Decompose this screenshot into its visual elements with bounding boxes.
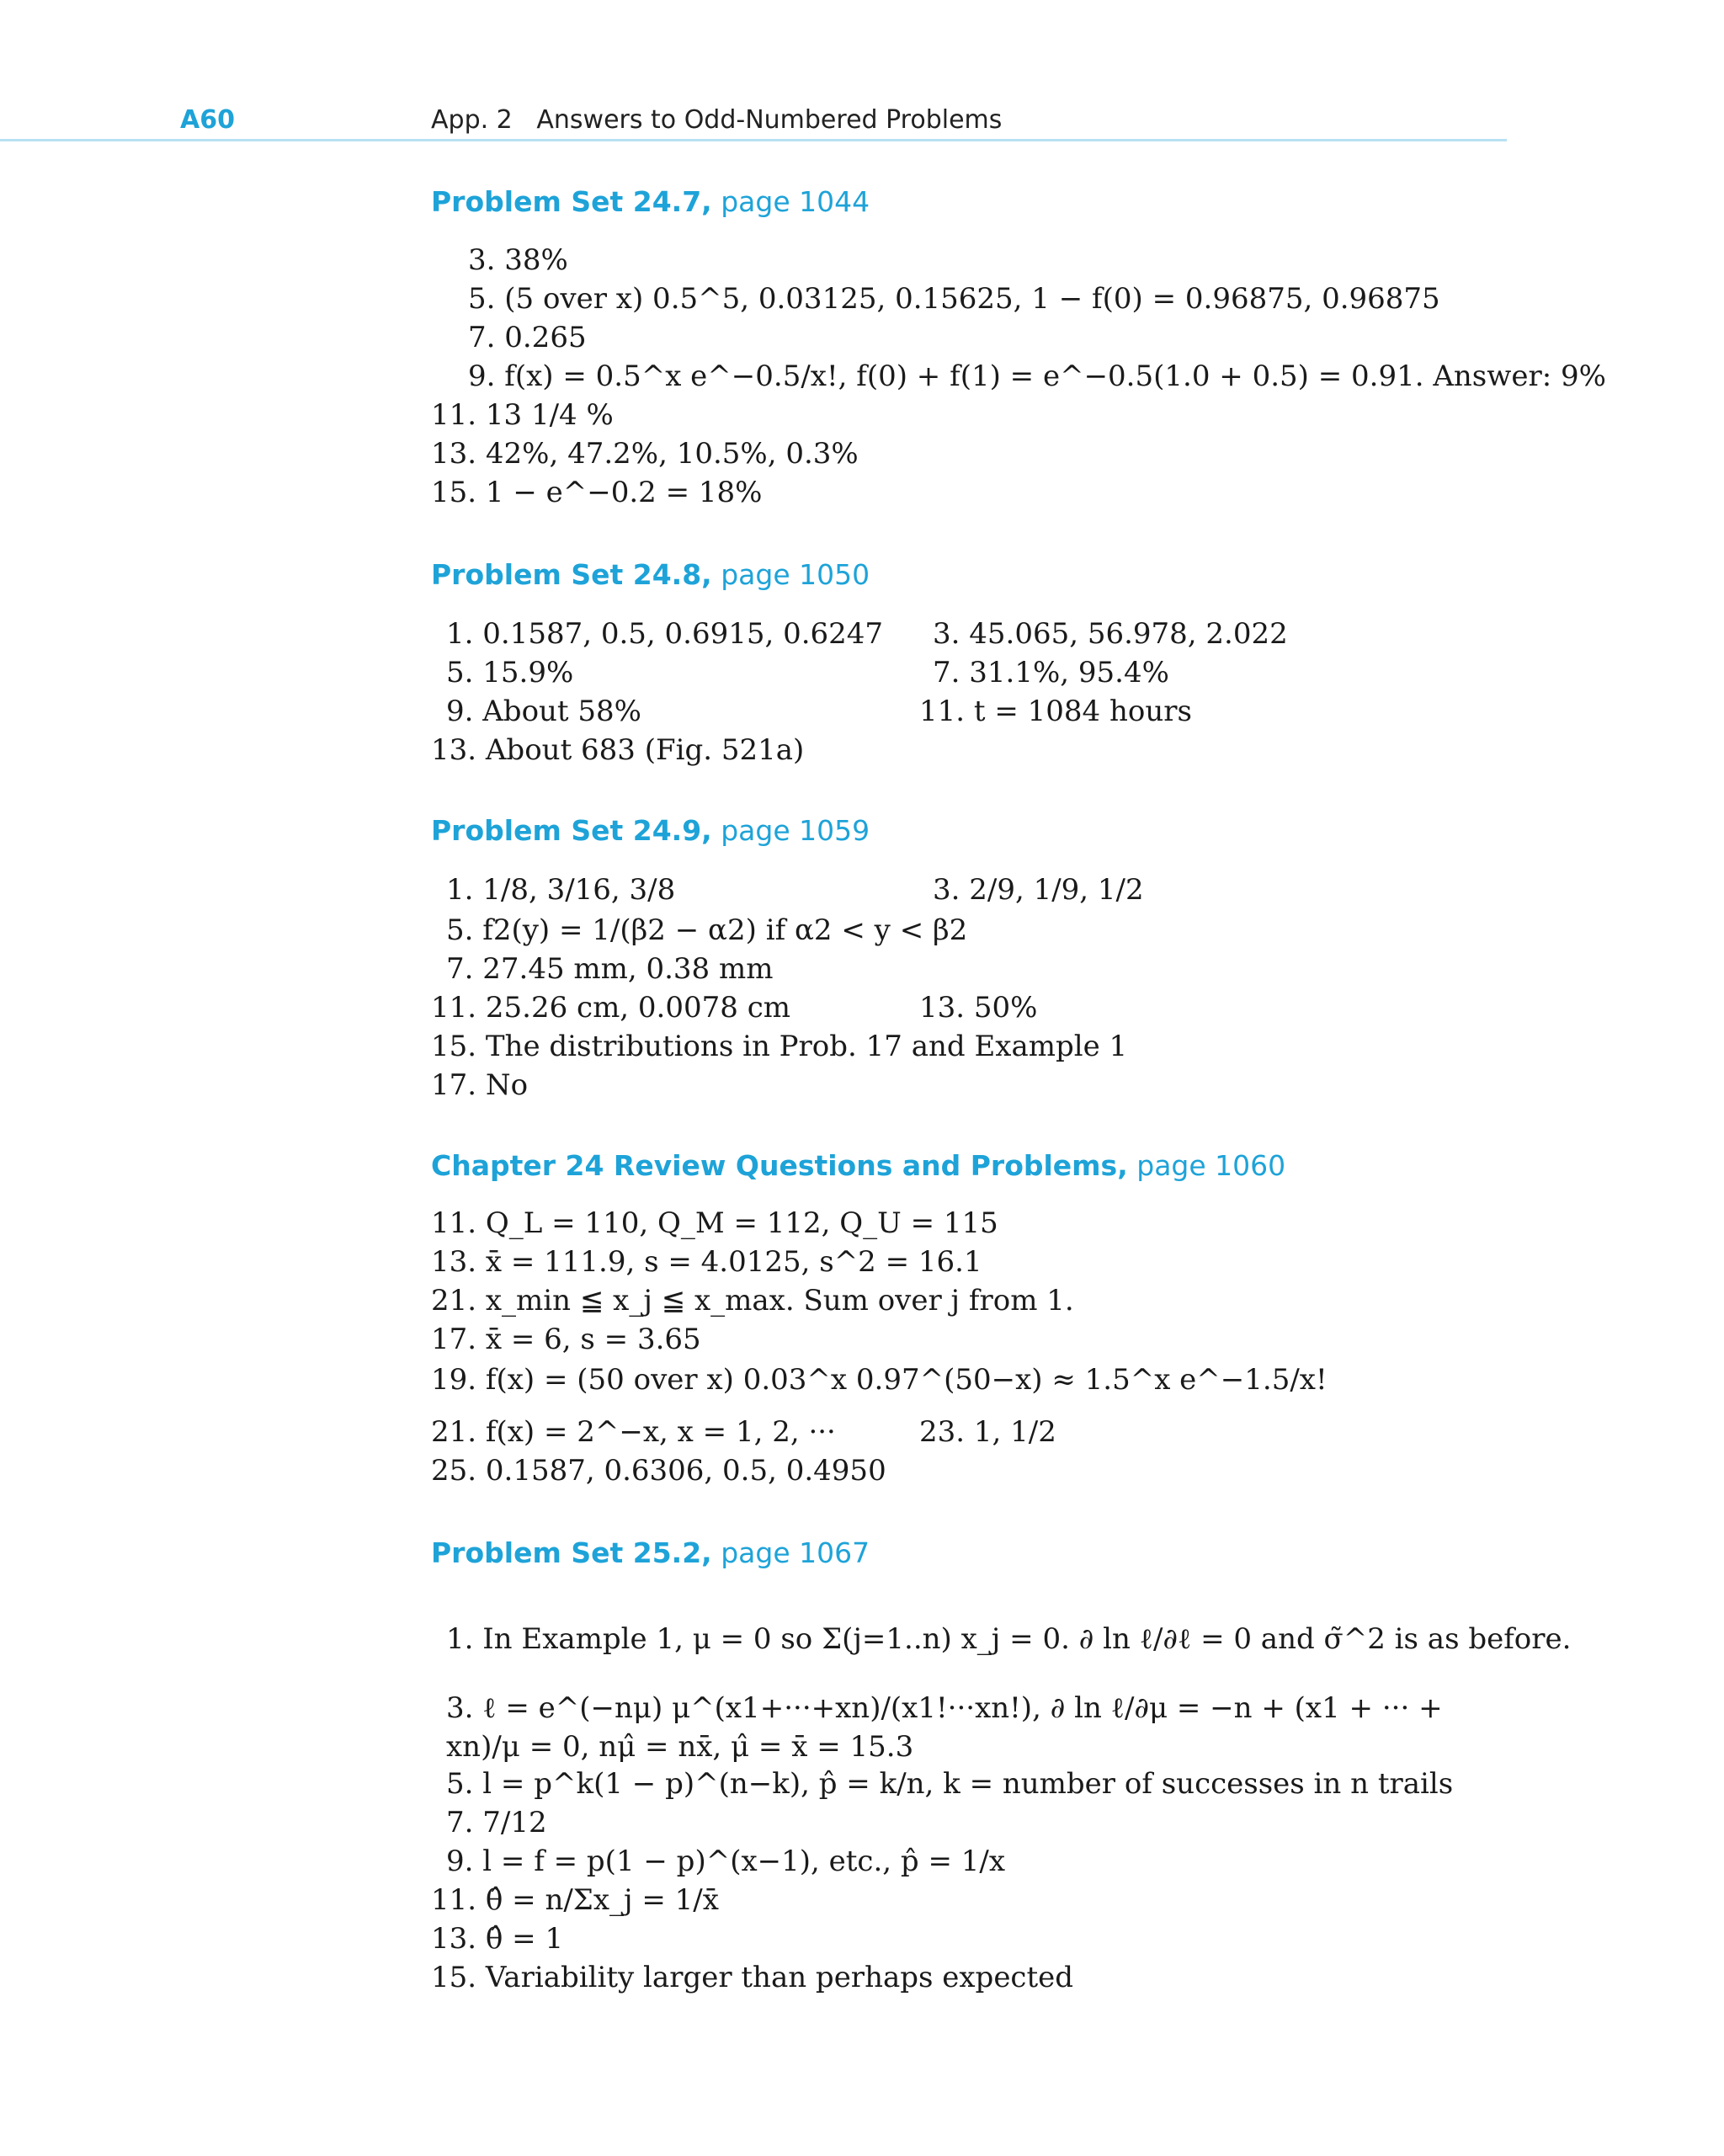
answer-24-9-1: 1. 1/8, 3/16, 3/8 [446, 873, 676, 907]
running-title: App. 2 Answers to Odd-Numbered Problems [431, 105, 1003, 135]
page-reference: page 1050 [721, 558, 870, 591]
answer-24-7-15: 15. 1 − e^−0.2 = 18% [431, 476, 763, 509]
answer-24-8-1: 1. 0.1587, 0.5, 0.6915, 0.6247 [446, 617, 884, 651]
answer-25-2-9: 9. l = f = p(1 − p)^(x−1), etc., p̂ = 1/x [446, 1845, 1006, 1878]
section-heading-25-2 [431, 1532, 870, 1574]
answer-24-8-11: 11. t = 1084 hours [919, 695, 1192, 728]
section-heading-24-8 [431, 554, 870, 596]
section-heading-24-7 [431, 181, 870, 223]
answer-24-7-5: 5. (5 over x) 0.5^5, 0.03125, 0.15625, 1 − f(0) = 0.96875, 0.96875 [468, 282, 1440, 316]
answer-ch24-21b: 21. f(x) = 2^−x, x = 1, 2, ··· [431, 1415, 836, 1449]
answer-ch24-23: 23. 1, 1/2 [919, 1415, 1056, 1449]
page-reference: page 1044 [721, 185, 870, 218]
answer-ch24-13: 13. x̄ = 111.9, s = 4.0125, s^2 = 16.1 [431, 1245, 982, 1279]
answer-ch24-25: 25. 0.1587, 0.6306, 0.5, 0.4950 [431, 1454, 886, 1488]
answer-24-7-11: 11. 13 1/4 % [431, 398, 614, 432]
answer-25-2-15: 15. Variability larger than perhaps expected [431, 1961, 1074, 1994]
answer-ch24-19: 19. f(x) = (50 over x) 0.03^x 0.97^(50−x) ≈ 1.5^x e^−1.5/x! [431, 1363, 1328, 1397]
page-reference: page 1060 [1136, 1149, 1286, 1182]
answer-24-9-13: 13. 50% [919, 991, 1038, 1025]
answer-24-7-7: 7. 0.265 [468, 321, 587, 354]
answer-ch24-17: 17. x̄ = 6, s = 3.65 [431, 1323, 701, 1356]
answer-24-9-15: 15. The distributions in Prob. 17 and Example 1 [431, 1030, 1128, 1063]
header-rule [0, 139, 1507, 141]
section-title: Problem Set 24.9, [431, 814, 712, 847]
section-title: Problem Set 24.7, [431, 185, 712, 218]
page-reference: page 1067 [721, 1536, 870, 1569]
answer-24-8-5: 5. 15.9% [446, 656, 574, 689]
answer-24-9-17: 17. No [431, 1068, 529, 1102]
section-heading-ch24-review [431, 1145, 1285, 1187]
page-number: A60 [180, 105, 235, 135]
answer-25-2-1: 1. In Example 1, μ = 0 so Σ(j=1..n) x_j = 0. ∂ ln ℓ/∂ℓ = 0 and σ̃^2 is as before. [446, 1622, 1572, 1656]
section-heading-24-9 [431, 810, 870, 852]
answer-24-7-3: 3. 38% [468, 243, 568, 277]
answer-24-8-7: 7. 31.1%, 95.4% [933, 656, 1169, 689]
answer-24-9-3: 3. 2/9, 1/9, 1/2 [933, 873, 1144, 907]
answer-24-9-5: 5. f2(y) = 1/(β2 − α2) if α2 < y < β2 [446, 913, 968, 947]
section-title: Problem Set 24.8, [431, 558, 712, 591]
answer-24-8-13: 13. About 683 (Fig. 521a) [431, 733, 805, 767]
section-title: Chapter 24 Review Questions and Problems, [431, 1149, 1128, 1182]
answer-25-2-5: 5. l = p^k(1 − p)^(n−k), p̂ = k/n, k = number of successes in n trails [446, 1767, 1454, 1801]
answer-24-9-7: 7. 27.45 mm, 0.38 mm [446, 952, 774, 986]
answer-25-2-7: 7. 7/12 [446, 1806, 547, 1839]
answer-24-8-9: 9. About 58% [446, 695, 641, 728]
answer-25-2-3: 3. ℓ = e^(−nμ) μ^(x1+···+xn)/(x1!···xn!), ∂ ln ℓ/∂μ = −n + (x1 + ··· + xn)/μ = 0, nμ̂ = nx̄, μ̂ = x̄ = 15.3 [446, 1691, 1443, 1764]
answer-24-7-13: 13. 42%, 47.2%, 10.5%, 0.3% [431, 437, 859, 471]
answer-24-7-9: 9. f(x) = 0.5^x e^−0.5/x!, f(0) + f(1) = e^−0.5(1.0 + 0.5) = 0.91. Answer: 9% [468, 359, 1606, 393]
answer-25-2-13: 13. θ̂ = 1 [431, 1922, 564, 1956]
section-title: Problem Set 25.2, [431, 1536, 712, 1569]
answer-25-2-11: 11. θ̂ = n/Σx_j = 1/x̄ [431, 1883, 719, 1917]
answer-24-9-11: 11. 25.26 cm, 0.0078 cm [431, 991, 790, 1025]
answer-ch24-21a: 21. x_min ≦ x_j ≦ x_max. Sum over j from 1. [431, 1284, 1074, 1318]
answer-ch24-11: 11. Q_L = 110, Q_M = 112, Q_U = 115 [431, 1206, 998, 1240]
page-reference: page 1059 [721, 814, 870, 847]
answer-24-8-3: 3. 45.065, 56.978, 2.022 [933, 617, 1288, 651]
